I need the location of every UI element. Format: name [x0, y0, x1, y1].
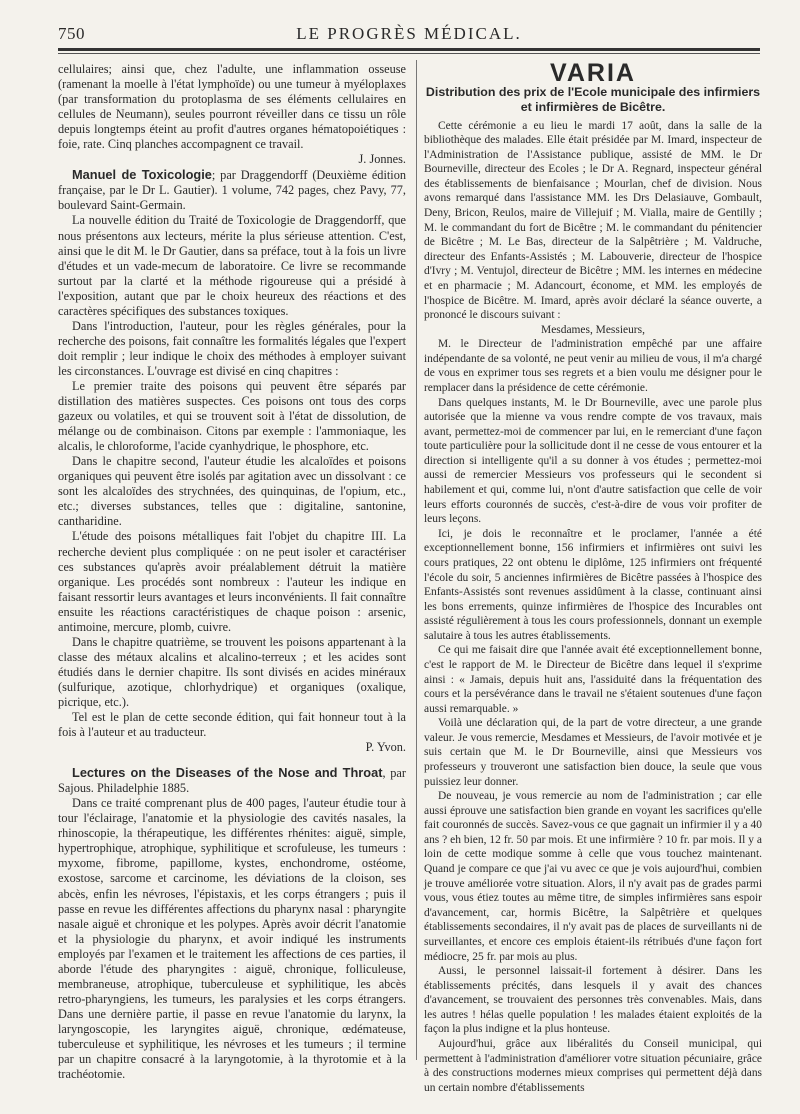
paragraph: De nouveau, je vous remercie au nom de l'administration ; car elle aussi éprouve une satisfaction bien grande en voyant les sacrifices qu'elle fait couronnés de succès. Savez-vous ce que gagnait un infirmier il y a 40 ans ? eh bien, 12 fr. 50 par mois. Et une infirmière ? 10 fr. par mois. Il y a loin de cette modique somme à celle que vous touchez maintenant. Quand je compare ce que j'ai vu avec ce que je vois aujourd'hui, combien je trouve améliorée votre situation. Alors, il n'y avait pas de grades parmi vous, vous étiez toutes au même titre, de simples infirmières sans espoir d'avancement, car, hormis Bicêtre, la Salpêtrière et quelques établissements secondaires, il n'y avait pas de places de surveillants ni de surveillantes, et encore ces emplois étaient-ils rétribués d'une façon fort médiocre, 25 fr. par mois au plus. — [424, 790, 762, 963]
paragraph: La nouvelle édition du Traité de Toxicologie de Draggendorff, que nous présentons aux lecteurs, mérite la plus sérieuse attention. C'est, ainsi que le dit M. le Dr Gautier, dans sa préface, tout à la fois un livre d'études et un vade-mecum de laboratoire. Ce livre se recommande surtout par la clarté et la méthode rigoureuse qui a présidé à l'exposition, autant que par le choix heureux des réactions et des caractères spécifiques des substances toxiques. — [58, 213, 406, 318]
review-toxicologie-signature: P. Yvon. — [365, 740, 406, 755]
header-rule — [58, 48, 760, 51]
page-header — [58, 22, 760, 50]
column-divider — [416, 60, 417, 1060]
page-number: 750 — [58, 24, 85, 43]
running-title: LE PROGRÈS MÉDICAL. — [296, 24, 522, 43]
article-intro: Cette cérémonie a eu lieu le mardi 17 août, dans la salle de la bibliothèque des malades. Elle était présidée par M. Imard, inspecteur de l'Administration de l'Assistance publique, assisté de MM. le Dr Bourneville, directeur des Ecoles ; le Dr A. Regnard, inspecteur général des établissements de bienfaisance ; Mourlan, chef de division. Nous avons remarqué dans l'assistance MM. les Drs Delasiauve, Gombault, Deny, Bricon, Reulos, maire de Villejuif ; M. Vialla, maire de Gentilly ; M. le commandant du fort de Bicêtre ; M. le commandant du pénitencier de Bicêtre ; M. Le Bas, directeur de la Salpêtrière ; M. Valdruche, directeur des Enfants-Assistés ; M. Labouverie, directeur de l'hospice d'Ivry ; M. Ventujol, directeur de Bicêtre ; MM. les internes en médecine et en pharmacie ; M. Adancourt, économe, et MM. les employés de l'hospice de Bicêtre. M. Imard, après avoir déclaré la séance ouverte, a prononcé le discours suivant : — [424, 119, 762, 322]
paragraph: Ce qui me faisait dire que l'année avait été exceptionnellement bonne, c'est le rapport de M. le Directeur de Bicêtre dans lequel il s'exprime ainsi : « Jamais, depuis huit ans, l'assiduité dans la fréquentation des cours et la persévérance dans le travail ne s'étaient soutenues d'une façon aussi remarquable. » — [424, 644, 762, 715]
paragraph: Aujourd'hui, grâce aux libéralités du Conseil municipal, qui permettent à l'administration d'améliorer votre situation pécuniaire, grâce à des constructions modernes mieux comprises qui permettent déjà dans un certain nombre d'établissements — [424, 1038, 762, 1094]
review-nose-throat-body — [58, 796, 406, 1082]
right-column — [424, 59, 762, 1095]
review-nose-throat-title: Lectures on the Diseases of the Nose and Throat — [72, 765, 383, 781]
paragraph: Ici, je dois le reconnaître et le proclamer, l'année a été exceptionnellement bonne, 156 infirmiers et infirmières ont suivi les cours pratiques, 22 ont obtenu le diplôme, 125 infirmiers ont fréquenté l'école du soir, 5 anciennes infirmières de Bicêtre passées à l'hospice des Enfants-Assistés sont revenues assidûment à la classe, continuant ainsi les bons errements, quinze infirmières de l'hospice des Incurables ont assisté régulièrement à tous les cours professionnels, donnant un exemple salutaire à tous les autres établissements. — [424, 527, 762, 642]
article-title: Distribution des prix de l'Ecole municipale des infirmiers et infirmières de Bicêtre. — [425, 84, 761, 114]
paragraph: Voilà une déclaration qui, de la part de votre directeur, a une grande valeur. Je vous remercie, Mesdames et Messieurs, de l'avoir motivée et je suis certain que M. le Dr Bourneville, ainsi que Messieurs vos professeurs y trouveront une satisfaction bien douce, la seule que vous puissiez leur donner. — [424, 717, 762, 788]
review-toxicologie-body — [58, 213, 406, 740]
paragraph: Dans ce traité comprenant plus de 400 pages, l'auteur étudie tour à tour l'éclairage, l'anatomie et la physiologie des cavités nasales, la rhinoscopie, la thérapeutique, les différentes rhénites: aiguë, simple, hypertrophique, atrophique, syphilitique et scrofuleuse, les tumeurs : myxome, fibrome, papillome, kystes, enchondrome, ostéome, exostose, sarcome et carcinome, les déviations de la cloison, ses abcès, enfin les névroses, l'épistaxis, et les corps étrangers ; puis il passe en revue les différentes affections du pharynx nasal : pharyngite nasale aiguë et chronique et les polypes. Après avoir décrit l'anatomie et la physiologie du pharynx, et avoir indiqué les instruments employés par l'examen et le traitement les affections de ces parties, il aborde l'étude des pharyngites : aiguë, chronique, folliculeuse, membraneuse, atrophique, tuberculeuse et syphilitique, les abcès retro-pharyngiens, les tumeurs, les paralysies et les corps étrangers. Dans une dernière partie, il passe en revue l'anatomie du larynx, la laryngoscopie, les laryngites aiguë, chronique, œdémateuse, tuberculeuse et syphilitique, les névroses et les tumeurs ; il termine par un chapitre consacré à la laryngotomie, à la thyrotomie et à la trachéotomie. — [58, 796, 406, 1082]
paragraph: Dans le chapitre quatrième, se trouvent les poisons appartenant à la classe des métaux alcalins et alcalino-terreux ; et les acides sont étudiés dans le dernier chapitre. Ils sont divisés en acides minéraux (sulfurique, azotique, chlorhydrique) et organiques (oxalique, picrique, etc.). — [58, 634, 406, 709]
review-toxicologie-meta: ; par Draggendorff (Deuxième édition française, par le Dr L. Gautier). 1 volume, 742 pages, chez Pavy, 77, boulevard Saint-Germain. — [58, 168, 406, 213]
review-nose-throat-meta: , par Sajous. Philadelphie 1885. — [58, 766, 406, 796]
paragraph: L'étude des poisons métalliques fait l'objet du chapitre III. La recherche devient plus compliquée : on ne peut isoler et caractériser ces substances qu'après avoir préalablement détruit la matière organique. Les procédés sont nombreux : l'auteur les indique en faisant ressortir leurs avantages et leurs inconvénients. Il fait connaître ensuite les réactions caractéristiques de chaque poison : arsenic, antimoine, mercure, plomb, cuivre. — [58, 529, 406, 634]
paragraph: Dans l'introduction, l'auteur, pour les règles générales, pour la recherche des poisons, fait connaître les formalités légales que l'expert doit remplir ; leur indique le choix des méthodes à employer suivant les circonstances. L'ouvrage est divisé en cinq chapitres : — [58, 318, 406, 378]
paragraph: Aussi, le personnel laissait-il fortement à désirer. Dans les établissements précités, dans lesquels il y avait des chances d'avancement, se trouvaient des personnes très convenables. Mais, dans les autres ! hélas quelle population ! les malades étaient exploités de la façon la plus indigne et la plus honteuse. — [424, 965, 762, 1036]
speech-salutation: Mesdames, Messieurs, — [541, 323, 645, 336]
left-column — [58, 62, 406, 1082]
paragraph: Dans quelques instants, M. le Dr Bourneville, avec une parole plus autorisée que la mienne va vous rendre compte de vos travaux, mais avant, permettez-moi de commencer par lui, en le remerciant d'une façon toute particulière pour la sollicitude dont il ne cesse de vous entourer et la direction si intelligente qu'il a su donner à vos études ; permettez-moi aussi de remercier Messieurs vos professeurs qui le secondent si habilement et qui, comme lui, n'ont d'autre satisfaction que celle de voir leurs efforts couronnés de succès, c'est-à-dire de vous voir profiter de leurs leçons. — [424, 396, 762, 526]
paragraph: Le premier traite des poisons qui peuvent être séparés par distillation des matières suspectes. Ces poisons ont tous des corps gazeux ou volatiles, et qui se trouvent soit à l'état de dissolution, de mélange ou de combinaison. Citons par exemple : l'ammoniaque, les alcalis, le chloroforme, l'acide cyanhydrique, le phosphore, etc. — [58, 378, 406, 454]
header-rule-thin — [58, 53, 760, 54]
review-toxicologie-title: Manuel de Toxicologie — [72, 167, 212, 183]
review-nose-throat-heading — [58, 765, 406, 796]
speech-body — [424, 337, 762, 1095]
review-toxicologie-heading — [58, 167, 406, 213]
continuation-text: cellulaires; ainsi que, chez l'adulte, une inflammation osseuse (ramenant la moelle à l'état lymphoïde) ou une tumeur à myéloplaxes (par transformation du protoplasma de ses éléments cellulaires en cellules de Neumann), seules pourront réveiller dans ce tissu un rôle depuis longtemps éteint au profit d'autres organes hématopoiétiques : foie, rate. Cinq planches accompagnent ce travail. — [58, 62, 406, 152]
continuation-signature: J. Jonnes. — [358, 152, 406, 167]
paragraph: M. le Directeur de l'administration empêché par une affaire indépendante de sa volonté, ne peut venir au milieu de vous, il m'a chargé de vous en exprimer tous ses regrets et a bien voulu me désigner pour le remplacer dans la présidence de cette cérémonie. — [424, 338, 762, 394]
section-gap — [58, 755, 406, 765]
paragraph: Dans le chapitre second, l'auteur étudie les alcaloïdes et poisons organiques qui peuvent être isolés par agitation avec un dissolvant : ce sont les alcaloïdes des strychnées, des quinquinas, de l'opium, etc., etc.; diverses substances, telles que : digitaline, santonine, cantharidine. — [58, 454, 406, 529]
section-title-varia: VARIA — [550, 59, 636, 87]
paragraph: Tel est le plan de cette seconde édition, qui fait honneur tout à la fois à l'auteur et au traducteur. — [58, 710, 406, 740]
